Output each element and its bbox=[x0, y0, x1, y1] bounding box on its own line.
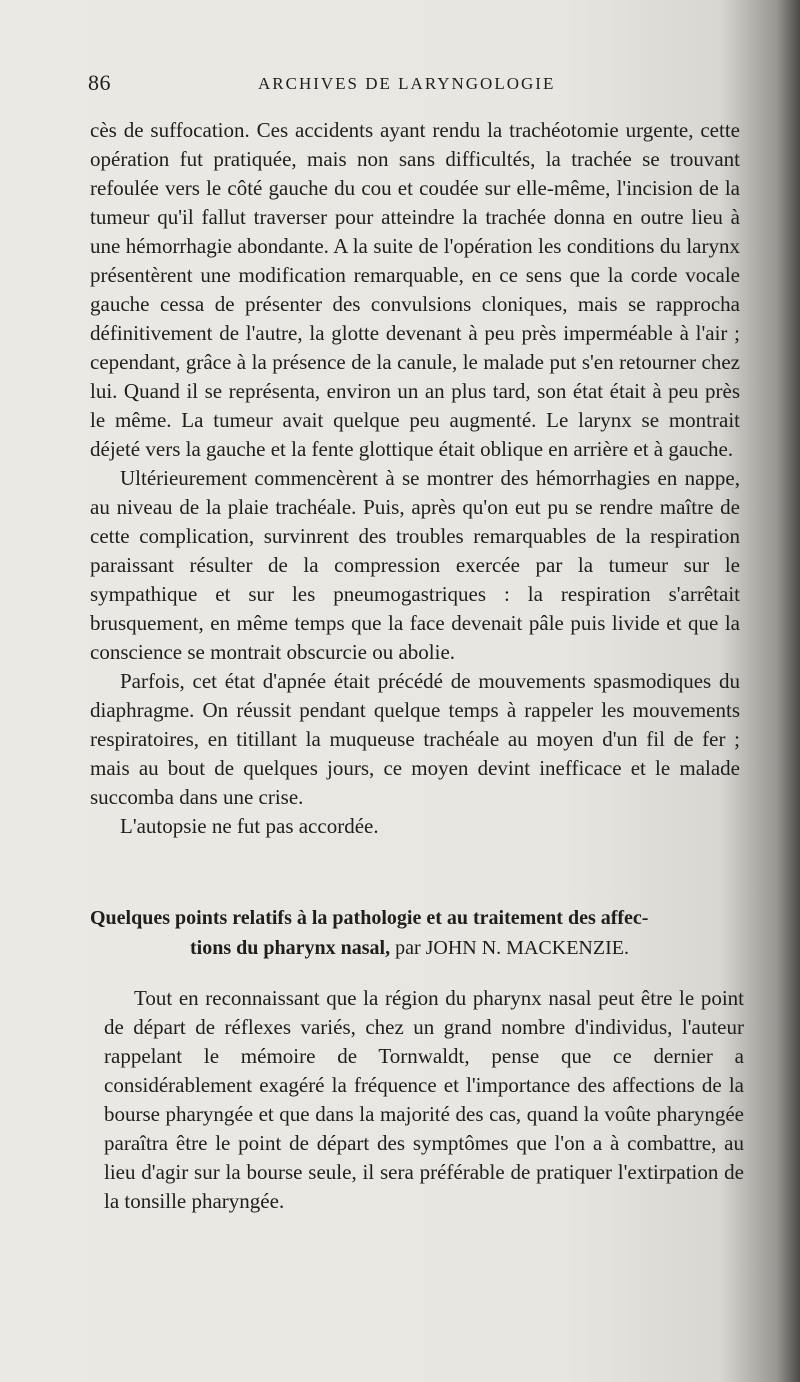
paragraph: cès de suffocation. Ces accidents ayant rendu la trachéotomie urgente, cette opération fut pratiquée, mais non sans difficultés, la trachée se trouvant refoulée vers le côté gauche du cou et coudée sur elle-même, l'incision de la tumeur qu'il fallut traverser pour atteindre la trachée donna en outre lieu à une hémorrhagie abondante. A la suite de l'opération les conditions du larynx présentèrent une modification remarquable, en ce sens que la corde vocale gauche cessa de présenter des convulsions cloniques, mais se rapprocha définitivement de l'autre, la glotte devenant à peu près imperméable à l'air ; cependant, grâce à la présence de la canule, le malade put s'en retourner chez lui. Quand il se représenta, environ un an plus tard, son état était à peu près le même. La tumeur avait quelque peu augmenté. Le larynx se montrait déjeté vers la gauche et la fente glottique était oblique en arrière et à gauche. bbox=[90, 118, 740, 461]
paragraph: Tout en reconnaissant que la région du pharynx nasal peut être le point de départ de réflexes variés, chez un grand nombre d'individus, l'auteur rappelant le mémoire de Tornwaldt, pense que ce dernier a considérablement exagéré la fréquence et l'importance des affections de la bourse pharyngée et que dans la majorité des cas, quand la voûte pharyngée paraîtra être le point de départ des symptômes que l'on a à combattre, au lieu d'agir sur la bourse seule, il sera préférable de pratiquer l'extirpation de la tonsille pharyngée. bbox=[104, 986, 744, 1213]
paragraph: L'autopsie ne fut pas accordée. bbox=[120, 814, 379, 838]
running-head: ARCHIVES DE LARYNGOLOGIE bbox=[258, 74, 556, 93]
page-header bbox=[88, 70, 738, 100]
section-title-line: Quelques points relatifs à la pathologie et au traitement des affec- bbox=[90, 907, 649, 929]
page-number: 86 bbox=[88, 70, 111, 95]
section-by: par bbox=[390, 937, 426, 959]
paragraph: Ultérieurement commencèrent à se montrer des hémorrhagies en nappe, au niveau de la plaie trachéale. Puis, après qu'on eut pu se rendre maître de cette complication, survinrent des troubles remarquables de la respiration paraissant résulter de la compression exercée par la tumeur sur le sympathique et sur les pneumogastriques : la respiration s'arrêtait brusquement, en même temps que la face devenait pâle puis livide et que la conscience se montrait obscurcie ou abolie. bbox=[90, 466, 740, 664]
paragraph: Parfois, cet état d'apnée était précédé de mouvements spasmodiques du diaphragme. On réussit pendant quelque temps à rappeler les mouvements respiratoires, en titillant la muqueuse trachéale au moyen d'un fil de fer ; mais au bout de quelques jours, ce moyen devint inefficace et le malade succomba dans une crise. bbox=[90, 669, 740, 809]
section-title bbox=[90, 903, 740, 963]
body-text bbox=[90, 116, 740, 841]
section-title-line bbox=[90, 933, 740, 963]
section-title-text: tions du pharynx nasal, bbox=[190, 937, 391, 959]
section-body bbox=[104, 984, 744, 1216]
section-author: JOHN N. MACKENZIE. bbox=[425, 937, 629, 959]
